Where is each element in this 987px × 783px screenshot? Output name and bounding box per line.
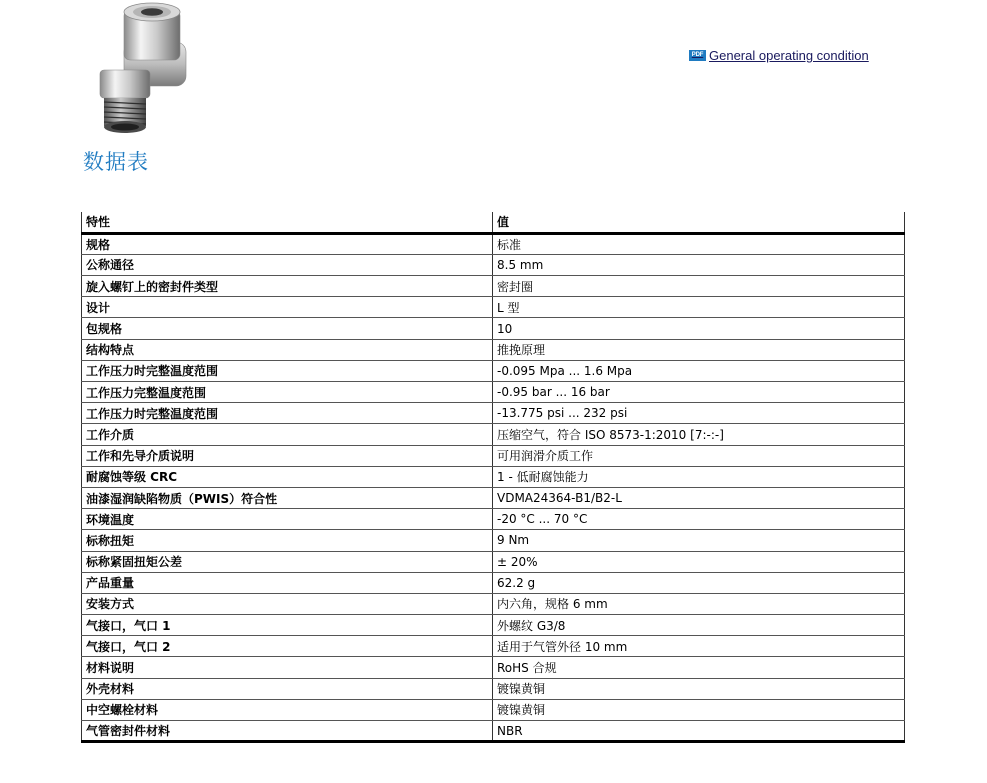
row-value: RoHS 合规	[493, 657, 905, 678]
row-property: 油漆湿润缺陷物质（PWIS）符合性	[82, 487, 493, 508]
row-value: L 型	[493, 297, 905, 318]
row-property: 工作压力时完整温度范围	[82, 360, 493, 381]
table-row	[82, 297, 905, 318]
row-property: 标称扭矩	[82, 530, 493, 551]
table-row	[82, 254, 905, 275]
table-row	[82, 382, 905, 403]
pdf-link-label: General operating condition	[709, 48, 869, 63]
row-property: 工作介质	[82, 424, 493, 445]
row-property: 规格	[82, 233, 493, 254]
row-value: 标准	[493, 233, 905, 254]
row-property: 工作和先导介质说明	[82, 445, 493, 466]
table-row	[82, 530, 905, 551]
table-row	[82, 318, 905, 339]
table-row	[82, 699, 905, 720]
row-property: 环境温度	[82, 509, 493, 530]
row-value: -13.775 psi ... 232 psi	[493, 403, 905, 424]
row-value: 镀镍黄铜	[493, 699, 905, 720]
row-value: 推挽原理	[493, 339, 905, 360]
general-operating-condition-link[interactable]	[689, 48, 869, 63]
product-image	[84, 2, 204, 140]
row-value: 9 Nm	[493, 530, 905, 551]
row-property: 标称紧固扭矩公差	[82, 551, 493, 572]
row-value: -0.095 Mpa ... 1.6 Mpa	[493, 360, 905, 381]
table-row	[82, 636, 905, 657]
table-row	[82, 593, 905, 614]
table-row	[82, 424, 905, 445]
table-row	[82, 233, 905, 254]
header-property: 特性	[82, 212, 493, 233]
row-value: 压缩空气，符合 ISO 8573-1:2010 [7:-:-]	[493, 424, 905, 445]
row-property: 耐腐蚀等级 CRC	[82, 466, 493, 487]
header-value: 值	[493, 212, 905, 233]
row-property: 工作压力完整温度范围	[82, 382, 493, 403]
table-row	[82, 657, 905, 678]
table-row	[82, 487, 905, 508]
row-value: 密封圈	[493, 276, 905, 297]
table-row	[82, 445, 905, 466]
table-row	[82, 276, 905, 297]
row-property: 材料说明	[82, 657, 493, 678]
table-row	[82, 572, 905, 593]
row-value: 可用润滑介质工作	[493, 445, 905, 466]
row-value: -0.95 bar ... 16 bar	[493, 382, 905, 403]
row-value: 62.2 g	[493, 572, 905, 593]
table-row	[82, 615, 905, 636]
row-property: 产品重量	[82, 572, 493, 593]
row-value: 镀镍黄铜	[493, 678, 905, 699]
page-title: 数据表	[83, 150, 149, 174]
row-property: 包规格	[82, 318, 493, 339]
row-value: 适用于气管外径 10 mm	[493, 636, 905, 657]
table-row	[82, 678, 905, 699]
row-property: 气接口，气口 2	[82, 636, 493, 657]
row-value: 内六角，规格 6 mm	[493, 593, 905, 614]
pdf-icon: PDF	[689, 50, 706, 61]
row-property: 工作压力时完整温度范围	[82, 403, 493, 424]
row-value: 外螺纹 G3/8	[493, 615, 905, 636]
row-value: ± 20%	[493, 551, 905, 572]
table-row	[82, 721, 905, 742]
row-property: 中空螺栓材料	[82, 699, 493, 720]
row-value: NBR	[493, 721, 905, 742]
row-value: 1 - 低耐腐蚀能力	[493, 466, 905, 487]
table-header-row	[82, 212, 905, 233]
row-property: 公称通径	[82, 254, 493, 275]
row-value: VDMA24364-B1/B2-L	[493, 487, 905, 508]
table-row	[82, 360, 905, 381]
table-row	[82, 551, 905, 572]
row-property: 外壳材料	[82, 678, 493, 699]
table-row	[82, 403, 905, 424]
row-property: 旋入螺钉上的密封件类型	[82, 276, 493, 297]
row-property: 安装方式	[82, 593, 493, 614]
datasheet-table	[81, 212, 905, 743]
row-value: 10	[493, 318, 905, 339]
row-property: 结构特点	[82, 339, 493, 360]
row-property: 气管密封件材料	[82, 721, 493, 742]
row-property: 气接口，气口 1	[82, 615, 493, 636]
row-property: 设计	[82, 297, 493, 318]
table-row	[82, 509, 905, 530]
row-value: -20 °C ... 70 °C	[493, 509, 905, 530]
table-row	[82, 339, 905, 360]
table-row	[82, 466, 905, 487]
row-value: 8.5 mm	[493, 254, 905, 275]
